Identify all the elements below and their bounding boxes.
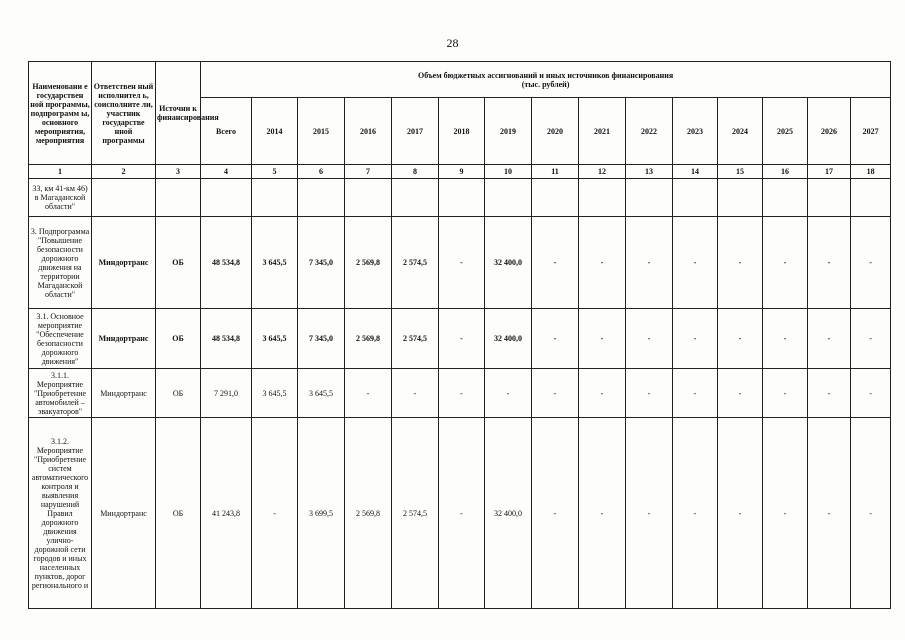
row-value: -: [718, 309, 763, 369]
row-value: -: [579, 369, 626, 418]
row-value: 48 534,8: [201, 217, 252, 309]
header-year: 2016: [345, 98, 392, 165]
header-year: 2015: [298, 98, 345, 165]
table-row: [29, 369, 891, 418]
row-name: 3.1.1. Мероприятие "Приобретение автомобилей – эвакуаторов": [29, 369, 92, 418]
table-row: [29, 179, 891, 217]
row-value: 41 243,8: [201, 418, 252, 609]
row-source: ОБ: [156, 217, 201, 309]
row-value: -: [532, 309, 579, 369]
row-value: [851, 179, 891, 217]
row-value: -: [532, 217, 579, 309]
header-funding: [201, 62, 891, 98]
header-source: Источни к финансирования: [156, 62, 201, 165]
row-value: -: [673, 309, 718, 369]
header-year: 2017: [392, 98, 439, 165]
column-number: 7: [345, 165, 392, 179]
row-value: -: [392, 369, 439, 418]
funding-unit: (тыс. рублей): [521, 79, 570, 89]
row-source: ОБ: [156, 309, 201, 369]
row-executor: Миндортранс: [92, 369, 156, 418]
row-value: [532, 179, 579, 217]
row-value: 32 400,0: [485, 309, 532, 369]
row-value: [252, 179, 298, 217]
row-name: 3. Подпрограмма "Повышение безопасности дорожного движения на территории Магаданской области": [29, 217, 92, 309]
row-value: 48 534,8: [201, 309, 252, 369]
row-value: -: [673, 418, 718, 609]
header-year: 2020: [532, 98, 579, 165]
row-name: 3.1. Основное мероприятие "Обеспечение безопасности дорожного движения": [29, 309, 92, 369]
header-year: 2024: [718, 98, 763, 165]
column-number: 4: [201, 165, 252, 179]
row-executor: Миндортранс: [92, 309, 156, 369]
row-value: 2 569,8: [345, 418, 392, 609]
row-executor: Миндортранс: [92, 418, 156, 609]
row-value: 2 574,5: [392, 309, 439, 369]
header-year: 2026: [808, 98, 851, 165]
row-source: ОБ: [156, 418, 201, 609]
row-value: -: [532, 418, 579, 609]
column-number: 1: [29, 165, 92, 179]
column-number: 6: [298, 165, 345, 179]
row-value: -: [485, 369, 532, 418]
column-number: 5: [252, 165, 298, 179]
row-value: 7 345,0: [298, 217, 345, 309]
table-row: [29, 418, 891, 609]
row-value: 7 291,0: [201, 369, 252, 418]
header-year: 2014: [252, 98, 298, 165]
row-value: -: [439, 369, 485, 418]
row-value: -: [763, 369, 808, 418]
row-value: 3 645,5: [298, 369, 345, 418]
column-number: 12: [579, 165, 626, 179]
column-number: 15: [718, 165, 763, 179]
column-number: 14: [673, 165, 718, 179]
row-value: -: [851, 309, 891, 369]
row-value: -: [626, 418, 673, 609]
row-value: [579, 179, 626, 217]
column-number: 11: [532, 165, 579, 179]
row-value: -: [673, 369, 718, 418]
column-number: 2: [92, 165, 156, 179]
row-value: -: [252, 418, 298, 609]
header-executor: Ответствен ный исполнител ь, соисполните ли, участник государстве нной программы: [92, 62, 156, 165]
row-value: 2 574,5: [392, 217, 439, 309]
row-value: [201, 179, 252, 217]
row-value: [485, 179, 532, 217]
row-value: [439, 179, 485, 217]
row-source: [156, 179, 201, 217]
row-value: -: [532, 369, 579, 418]
row-value: -: [626, 369, 673, 418]
row-executor: Миндортранс: [92, 217, 156, 309]
row-value: -: [579, 309, 626, 369]
row-value: -: [718, 369, 763, 418]
header-year: 2018: [439, 98, 485, 165]
row-value: -: [579, 418, 626, 609]
header-year: 2027: [851, 98, 891, 165]
row-value: -: [851, 418, 891, 609]
row-value: [808, 179, 851, 217]
row-value: -: [439, 418, 485, 609]
column-number: 17: [808, 165, 851, 179]
row-value: -: [673, 217, 718, 309]
row-value: 3 645,5: [252, 309, 298, 369]
row-value: 3 645,5: [252, 217, 298, 309]
header-name: Наименовани е государствен ной программы, подпрограмм ы, основного мероприятия, мероприятия: [29, 62, 92, 165]
budget-table: [28, 61, 891, 609]
row-value: 2 569,8: [345, 217, 392, 309]
row-value: -: [439, 309, 485, 369]
row-value: -: [718, 217, 763, 309]
row-value: 32 400,0: [485, 217, 532, 309]
row-value: -: [718, 418, 763, 609]
row-value: 2 574,5: [392, 418, 439, 609]
row-value: 7 345,0: [298, 309, 345, 369]
header-year: 2019: [485, 98, 532, 165]
row-value: -: [439, 217, 485, 309]
row-value: -: [808, 217, 851, 309]
column-number: 8: [392, 165, 439, 179]
row-value: [392, 179, 439, 217]
column-number: 13: [626, 165, 673, 179]
row-value: -: [626, 217, 673, 309]
column-number: 3: [156, 165, 201, 179]
column-number: 10: [485, 165, 532, 179]
funding-title: Объем бюджетных ассигнований и иных источников финансирования: [417, 70, 674, 80]
row-value: [298, 179, 345, 217]
row-value: -: [345, 369, 392, 418]
header-year: 2021: [579, 98, 626, 165]
row-value: -: [808, 309, 851, 369]
row-name: 33, км 41-км 46) в Магаданской области": [29, 179, 92, 217]
row-value: -: [626, 309, 673, 369]
row-value: [345, 179, 392, 217]
header-year: 2022: [626, 98, 673, 165]
column-number: 16: [763, 165, 808, 179]
header-numbers-row: [29, 165, 891, 179]
row-value: 3 645,5: [252, 369, 298, 418]
row-value: -: [579, 217, 626, 309]
page-number: 28: [446, 36, 459, 50]
row-value: 3 699,5: [298, 418, 345, 609]
table-row: [29, 309, 891, 369]
header-year: 2025: [763, 98, 808, 165]
row-value: [673, 179, 718, 217]
row-value: 2 569,8: [345, 309, 392, 369]
row-value: -: [851, 217, 891, 309]
column-number: 9: [439, 165, 485, 179]
table-row: [29, 217, 891, 309]
row-value: [763, 179, 808, 217]
row-value: 32 400,0: [485, 418, 532, 609]
row-value: -: [808, 418, 851, 609]
row-value: -: [851, 369, 891, 418]
header-total: Всего: [201, 98, 252, 165]
column-number: 18: [851, 165, 891, 179]
row-executor: [92, 179, 156, 217]
row-value: -: [763, 418, 808, 609]
header-year: 2023: [673, 98, 718, 165]
row-value: -: [763, 309, 808, 369]
row-value: [626, 179, 673, 217]
row-value: -: [808, 369, 851, 418]
row-name: 3.1.2. Мероприятие "Приобретение систем автоматического контроля и выявления нарушений Правил дорожного движения улично-дорожной сети городов и иных населенных пунктов, дорог регионального и: [29, 418, 92, 609]
row-value: [718, 179, 763, 217]
row-value: -: [763, 217, 808, 309]
row-source: ОБ: [156, 369, 201, 418]
